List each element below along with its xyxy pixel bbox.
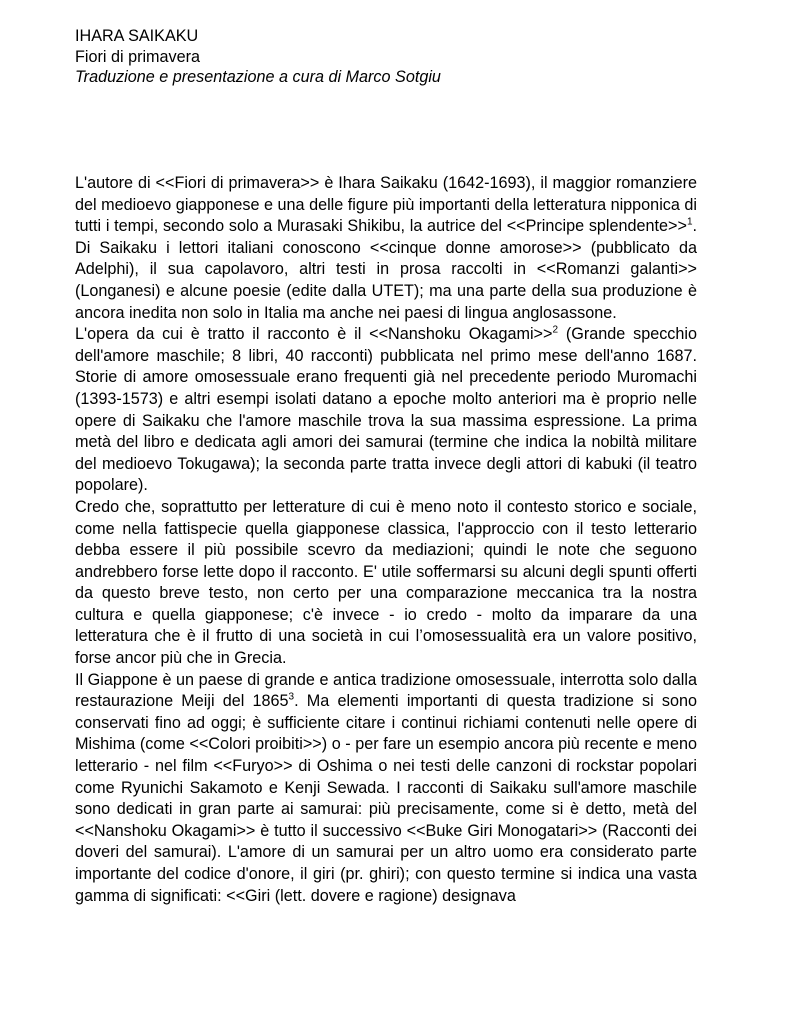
paragraph-text: . Di Saikaku i lettori italiani conoscono <<cinque donne amorose>> (pubblicato da Adelphi), il sua capolavoro, altri testi in prosa raccolti in <<Romanzi galanti>> (Longanesi) e alcune poesie (edite dalla UTET); ma una parte della sua produzione è ancora inedita non solo in Italia ma anche nei paesi di lingua anglosassone.: [75, 217, 697, 322]
paragraph-text: Il Giappone è un paese di grande e antica tradizione omosessuale, interrotta solo dalla restaurazione Meiji del 1865: [75, 670, 697, 711]
footnote-marker-2: 2: [552, 324, 559, 336]
work-title: Fiori di primavera: [75, 47, 201, 66]
document-body: [75, 173, 697, 907]
paragraph-1: [75, 173, 697, 324]
paragraph-text: (Grande specchio dell'amore maschile; 8 libri, 40 racconti) pubblicata nel primo mese dell'anno 1687. Storie di amore omosessuale erano frequenti già nel precedente periodo Muromachi (1393-1573) e altri esempi isolati datano a epoche molto anteriori ma è proprio nelle opere di Saikaku che l'amore maschile trova la sua massima espressione. La prima metà del libro e dedicata agli amori dei samurai (termine che indica la nobiltà militare del medioevo Tokugawa); la seconda parte tratta invece degli attori di kabuki (il teatro popolare).: [75, 325, 697, 495]
paragraph-text: L'autore di <<Fiori di primavera>> è Ihara Saikaku (1642-1693), il maggior romanziere del medioevo giapponese e una delle figure più importanti della letteratura nipponica di tutti i tempi, secondo solo a Murasaki Shikibu, la autrice del <<Principe splendente>>: [75, 174, 697, 236]
translation-credit: Traduzione e presentazione a cura di Marco Sotgiu: [75, 68, 441, 86]
paragraph-text: Credo che, soprattutto per letterature di cui è meno noto il contesto storico e sociale, come nella fattispecie quella giapponese classica, l'approccio con il testo letterario debba essere il più possibile scevro da mediazioni; quindi le note che seguono andrebbero forse lette dopo il racconto. E' utile soffermarsi su alcuni degli spunti offerti da questo breve testo, non certo per una comparazione meccanica tra la nostra cultura e quella giapponese; c'è invece - io credo - molto da imparare da una letteratura che è il frutto di una società in cui l’omosessualità era un valore positivo, forse ancor più che in Grecia.: [75, 497, 697, 668]
author-name: IHARA SAIKAKU: [75, 27, 199, 45]
paragraph-text: L'opera da cui è tratto il racconto è il <<Nanshoku Okagami>>: [75, 325, 553, 344]
footnote-marker-1: 1: [686, 216, 693, 228]
paragraph-2: [75, 324, 697, 497]
paragraph-4: [75, 670, 697, 908]
footnote-marker-3: 3: [288, 691, 295, 703]
paragraph-3: [75, 497, 697, 670]
paragraph-text: . Ma elementi importanti di questa tradizione si sono conservati fino ad oggi; è sufficiente citare i continui richiami contenuti nelle opere di Mishima (come <<Colori proibiti>>) o - per fare un esempio ancora più recente e meno letterario - nel film <<Furyo>> di Oshima o nei testi delle canzoni di rockstar popolari come Ryunichi Sakamoto e Kenji Sewada. I racconti di Saikaku sull'amore maschile sono dedicati in gran parte ai samurai: più precisamente, come si è detto, metà del <<Nanshoku Okagami>> è tutto il successivo <<Buke Giri Monogatari>> (Racconti dei doveri del samurai). L'amore di un samurai per un altro uomo era considerato parte importante del codice d'onore, il giri (pr. ghiri); con questo termine si indica una vasta gamma di significati: <<Giri (lett. dovere e ragione) designava: [75, 692, 697, 905]
document-header: [75, 26, 697, 88]
